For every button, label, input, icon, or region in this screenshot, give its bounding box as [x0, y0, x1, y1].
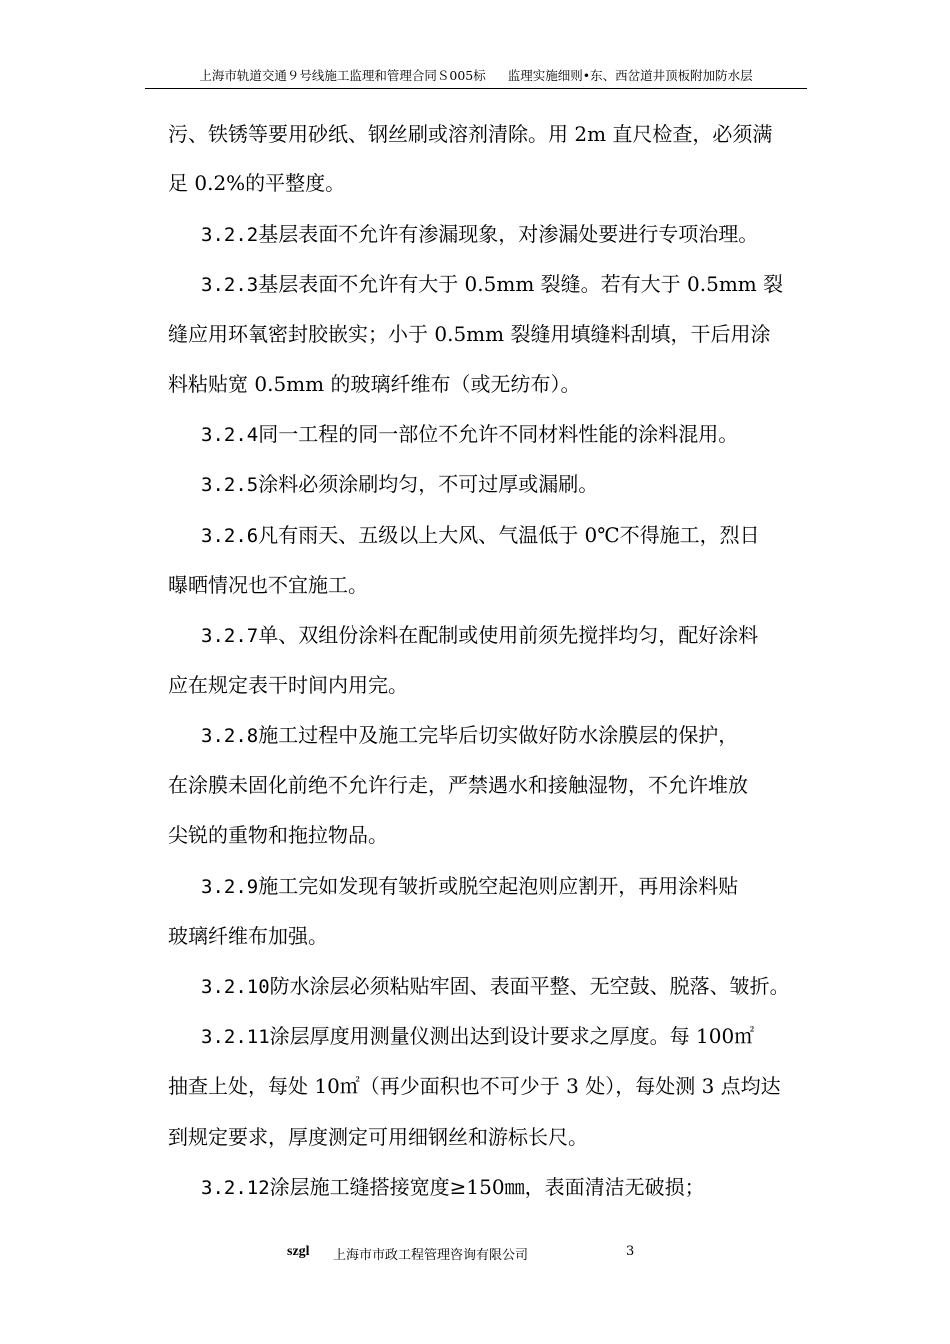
text-line: 基层表面不允许有大于 0.5mm 裂缝。若有大于 0.5mm 裂 — [258, 272, 784, 296]
clause-3-2-2 — [201, 218, 758, 247]
clause-number: 3.2.9 — [201, 876, 259, 898]
clause-number: 3.2.6 — [201, 525, 259, 547]
clause-number: 3.2.12 — [201, 1177, 270, 1199]
text-line: 到规定要求，厚度测定可用细钢丝和游标长尺。 — [168, 1125, 588, 1149]
text-line: 防水涂层必须粘贴牢固、表面平整、无空鼓、脱落、皱折。 — [269, 974, 790, 998]
text-line: 尖锐的重物和拖拉物品。 — [168, 823, 388, 847]
clause-3-2-6 — [201, 519, 760, 548]
clause-number: 3.2.7 — [201, 625, 259, 647]
clause-number: 3.2.4 — [201, 424, 259, 446]
text-line: 施工过程中及施工完毕后切实做好防水涂膜层的保护， — [258, 723, 739, 747]
page-header — [145, 66, 807, 89]
clause-number: 3.2.11 — [201, 1026, 270, 1048]
text-line: 污、铁锈等要用砂纸、钢丝刷或溶剂清除。用 2m 直尺检查，必须满 — [168, 122, 773, 146]
page-number: 3 — [626, 1244, 635, 1259]
clause-number: 3.2.5 — [201, 474, 259, 496]
company-name: 上海市市政工程管理咨询有限公司 — [333, 1248, 529, 1263]
clause-3-2-12 — [201, 1171, 705, 1200]
text-line: 涂料必须涂刷均匀，不可过厚或漏刷。 — [258, 472, 599, 496]
text-line: 缝应用环氧密封胶嵌实；小于 0.5mm 裂缝用填缝料刮填，干后用涂 — [168, 322, 771, 346]
text-line: 凡有雨天、五级以上大风、气温低于 0℃不得施工，烈日 — [258, 523, 760, 547]
text-line: 单、双组份涂料在配制或使用前须先搅拌均匀，配好涂料 — [258, 623, 759, 647]
clause-3-2-10 — [201, 970, 790, 999]
text-line: 同一工程的同一部位不允许不同材料性能的涂料混用。 — [258, 422, 739, 446]
clause-3-2-4 — [201, 418, 738, 447]
clause-3-2-9 — [201, 870, 738, 899]
clause-3-2-3 — [201, 268, 783, 297]
clause-3-2-7 — [201, 619, 758, 648]
text-line: 施工完如发现有皱折或脱空起泡则应割开，再用涂料贴 — [258, 874, 739, 898]
text-line: 涂层施工缝搭接宽度≥150㎜，表面清洁无破损； — [269, 1175, 705, 1199]
clause-number: 3.2.2 — [201, 224, 259, 246]
text-line: 足 0.2%的平整度。 — [168, 171, 346, 195]
company-logo-text: szgl — [287, 1244, 310, 1259]
clause-3-2-8 — [201, 719, 738, 748]
text-line: 应在规定表干时间内用完。 — [168, 673, 408, 697]
header-contract: 上海市轨道交通９号线施工监理和管理合同Ｓ005标 — [199, 68, 486, 83]
header-doc-title: 监理实施细则•东、西岔道井顶板附加防水层 — [507, 68, 753, 83]
text-line: 曝晒情况也不宜施工。 — [168, 573, 368, 597]
clause-3-2-5 — [201, 468, 598, 497]
clause-number: 3.2.10 — [201, 976, 270, 998]
text-line: 涂层厚度用测量仪测出达到设计要求之厚度。每 100㎡ — [269, 1024, 755, 1048]
clause-number: 3.2.8 — [201, 725, 259, 747]
clause-3-2-11 — [201, 1020, 754, 1049]
text-line: 玻璃纤维布加强。 — [168, 924, 328, 948]
text-line: 抽查上处，每处 10㎡（再少面积也不可少于 3 处），每处测 3 点均达 — [168, 1074, 781, 1098]
text-line: 基层表面不允许有渗漏现象，对渗漏处要进行专项治理。 — [258, 222, 759, 246]
clause-number: 3.2.3 — [201, 274, 259, 296]
text-line: 料粘贴宽 0.5mm 的玻璃纤维布（或无纺布）。 — [168, 372, 581, 396]
text-line: 在涂膜未固化前绝不允许行走，严禁遇水和接触湿物，不允许堆放 — [168, 773, 748, 797]
